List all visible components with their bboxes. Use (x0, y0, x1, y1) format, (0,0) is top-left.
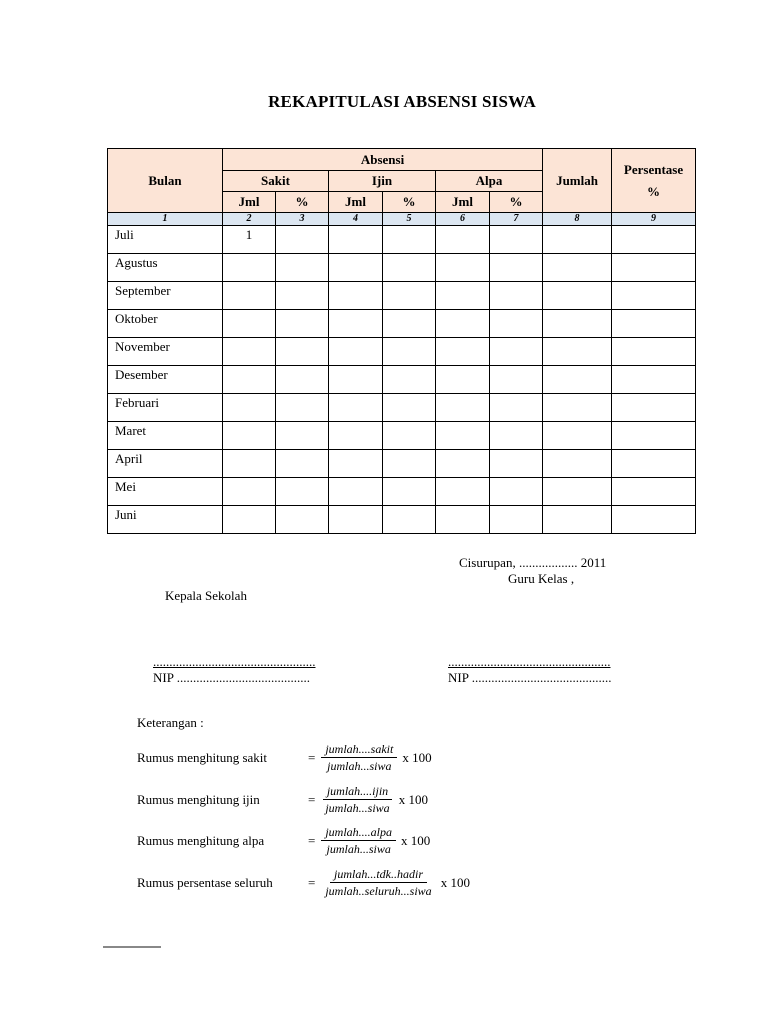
header-alpa-pct: % (490, 192, 543, 213)
data-cell (223, 282, 276, 310)
data-cell (329, 506, 383, 534)
data-cell (436, 478, 490, 506)
data-cell (543, 282, 612, 310)
data-cell (612, 254, 696, 282)
guru-kelas-nip: NIP ........................................... (448, 670, 612, 685)
attendance-table (107, 148, 696, 534)
table-row (108, 506, 696, 534)
month-cell: Agustus (108, 254, 223, 282)
formula-denominator: jumlah..seluruh...siwa (325, 884, 432, 898)
data-cell (276, 506, 329, 534)
data-cell (223, 422, 276, 450)
data-cell (543, 226, 612, 254)
column-number: 8 (543, 213, 612, 226)
data-cell (436, 338, 490, 366)
data-cell (612, 366, 696, 394)
formula-multiplier: x 100 (398, 791, 428, 807)
formula-label: Rumus menghitung sakit (137, 749, 267, 765)
month-cell: Juli (108, 226, 223, 254)
data-cell (543, 478, 612, 506)
data-cell (329, 338, 383, 366)
data-cell (490, 506, 543, 534)
formula-fraction (321, 742, 397, 773)
formula-numerator: jumlah...tdk..hadir (330, 867, 427, 883)
kepala-sekolah-name-line: .................................................. (153, 654, 316, 669)
column-number: 1 (108, 213, 223, 226)
data-cell (276, 338, 329, 366)
formula-multiplier: x 100 (402, 749, 432, 765)
data-cell (223, 506, 276, 534)
data-cell (612, 226, 696, 254)
month-cell: Desember (108, 366, 223, 394)
table-row (108, 478, 696, 506)
column-number: 6 (436, 213, 490, 226)
data-cell (612, 506, 696, 534)
formula-sakit (137, 742, 432, 773)
data-cell (383, 394, 436, 422)
data-cell (276, 478, 329, 506)
data-cell (543, 422, 612, 450)
guru-kelas-name-line: .................................................. (448, 654, 611, 669)
data-cell (329, 478, 383, 506)
header-absensi: Absensi (223, 149, 543, 171)
month-cell: Juni (108, 506, 223, 534)
table-row (108, 394, 696, 422)
table-row (108, 310, 696, 338)
data-cell (490, 422, 543, 450)
column-number: 3 (276, 213, 329, 226)
data-cell (543, 338, 612, 366)
data-cell (276, 394, 329, 422)
data-cell (612, 422, 696, 450)
data-cell (223, 450, 276, 478)
data-cell (436, 282, 490, 310)
data-cell (383, 254, 436, 282)
data-cell (276, 422, 329, 450)
kepala-sekolah-nip: NIP ......................................... (153, 670, 310, 685)
data-cell (223, 394, 276, 422)
data-cell (223, 254, 276, 282)
data-cell (383, 310, 436, 338)
header-ijin-jml: Jml (329, 192, 383, 213)
header-alpa: Alpa (436, 171, 543, 192)
data-cell (329, 282, 383, 310)
header-jumlah: Jumlah (543, 149, 612, 213)
formula-multiplier: x 100 (401, 832, 431, 848)
header-persentase-label: Persentase (623, 161, 684, 177)
header-ijin-pct: % (383, 192, 436, 213)
header-sakit-pct: % (276, 192, 329, 213)
data-cell (383, 478, 436, 506)
data-cell (383, 226, 436, 254)
data-cell (543, 310, 612, 338)
data-cell (329, 394, 383, 422)
formula-equals: = (308, 832, 316, 848)
formula-fraction (321, 784, 393, 815)
data-cell (383, 506, 436, 534)
data-cell (383, 422, 436, 450)
data-cell (490, 394, 543, 422)
month-cell: Mei (108, 478, 223, 506)
data-cell (436, 422, 490, 450)
footnote-separator (103, 946, 161, 948)
formula-denominator: jumlah...siwa (326, 842, 391, 856)
data-cell (436, 254, 490, 282)
data-cell (490, 450, 543, 478)
data-cell (436, 226, 490, 254)
data-cell (329, 310, 383, 338)
month-cell: Maret (108, 422, 223, 450)
formula-denominator: jumlah...siwa (325, 801, 390, 815)
table-row (108, 338, 696, 366)
data-cell (383, 366, 436, 394)
formula-numerator: jumlah....alpa (321, 825, 396, 841)
data-cell (223, 478, 276, 506)
data-cell (383, 450, 436, 478)
table-row (108, 366, 696, 394)
data-cell (383, 338, 436, 366)
data-cell (612, 338, 696, 366)
data-cell (436, 506, 490, 534)
place-date: Cisurupan, .................. 2011 (459, 555, 607, 570)
keterangan-heading: Keterangan : (137, 715, 204, 730)
month-cell: September (108, 282, 223, 310)
table-row (108, 450, 696, 478)
formula-equals: = (308, 874, 316, 890)
column-number: 4 (329, 213, 383, 226)
column-number: 9 (612, 213, 696, 226)
data-cell (543, 254, 612, 282)
formula-numerator: jumlah....ijin (323, 784, 392, 800)
formula-persentase (137, 867, 470, 898)
data-cell (490, 478, 543, 506)
data-cell (276, 450, 329, 478)
data-cell (490, 338, 543, 366)
month-cell: November (108, 338, 223, 366)
formula-label: Rumus persentase seluruh (137, 874, 273, 890)
data-cell (436, 394, 490, 422)
data-cell (329, 226, 383, 254)
data-cell (490, 254, 543, 282)
header-bulan: Bulan (108, 149, 223, 213)
data-cell (543, 366, 612, 394)
header-persentase (612, 149, 696, 213)
data-cell (223, 338, 276, 366)
data-cell (543, 450, 612, 478)
data-cell (276, 254, 329, 282)
formula-fraction (321, 867, 435, 898)
data-cell (490, 282, 543, 310)
guru-kelas-label: Guru Kelas , (508, 571, 575, 586)
data-cell (612, 478, 696, 506)
formula-label: Rumus menghitung ijin (137, 791, 260, 807)
header-sakit: Sakit (223, 171, 329, 192)
data-cell (490, 310, 543, 338)
data-cell (543, 394, 612, 422)
page-title: REKAPITULASI ABSENSI SISWA (268, 92, 536, 111)
month-cell: Februari (108, 394, 223, 422)
data-cell (276, 282, 329, 310)
data-cell (329, 254, 383, 282)
column-number: 2 (223, 213, 276, 226)
table-row (108, 226, 696, 254)
column-number: 7 (490, 213, 543, 226)
formula-numerator: jumlah....sakit (321, 742, 397, 758)
data-cell (276, 366, 329, 394)
month-cell: April (108, 450, 223, 478)
column-number-row (108, 213, 696, 226)
data-cell (276, 226, 329, 254)
data-cell (329, 366, 383, 394)
table-row (108, 422, 696, 450)
formula-label: Rumus menghitung alpa (137, 832, 265, 848)
formula-ijin (137, 784, 428, 815)
header-sakit-jml: Jml (223, 192, 276, 213)
data-cell (490, 366, 543, 394)
data-cell (543, 506, 612, 534)
data-cell (612, 450, 696, 478)
formula-multiplier: x 100 (440, 874, 470, 890)
month-cell: Oktober (108, 310, 223, 338)
data-cell (276, 310, 329, 338)
table-row (108, 282, 696, 310)
formula-equals: = (308, 791, 316, 807)
header-ijin: Ijin (329, 171, 436, 192)
formula-equals: = (308, 749, 316, 765)
data-cell (436, 310, 490, 338)
formula-denominator: jumlah...siwa (327, 759, 392, 773)
data-cell (612, 394, 696, 422)
formula-alpa (137, 825, 430, 856)
data-cell (329, 422, 383, 450)
data-cell (436, 366, 490, 394)
data-cell (436, 450, 490, 478)
data-cell: 1 (223, 226, 276, 254)
data-cell (329, 450, 383, 478)
data-cell (383, 282, 436, 310)
header-persentase-sign: % (647, 183, 661, 199)
table-row (108, 254, 696, 282)
data-cell (612, 310, 696, 338)
formula-fraction (321, 825, 396, 856)
header-alpa-jml: Jml (436, 192, 490, 213)
column-number: 5 (383, 213, 436, 226)
data-cell (612, 282, 696, 310)
data-cell (223, 310, 276, 338)
kepala-sekolah-label: Kepala Sekolah (165, 588, 247, 603)
data-cell (490, 226, 543, 254)
data-cell (223, 366, 276, 394)
